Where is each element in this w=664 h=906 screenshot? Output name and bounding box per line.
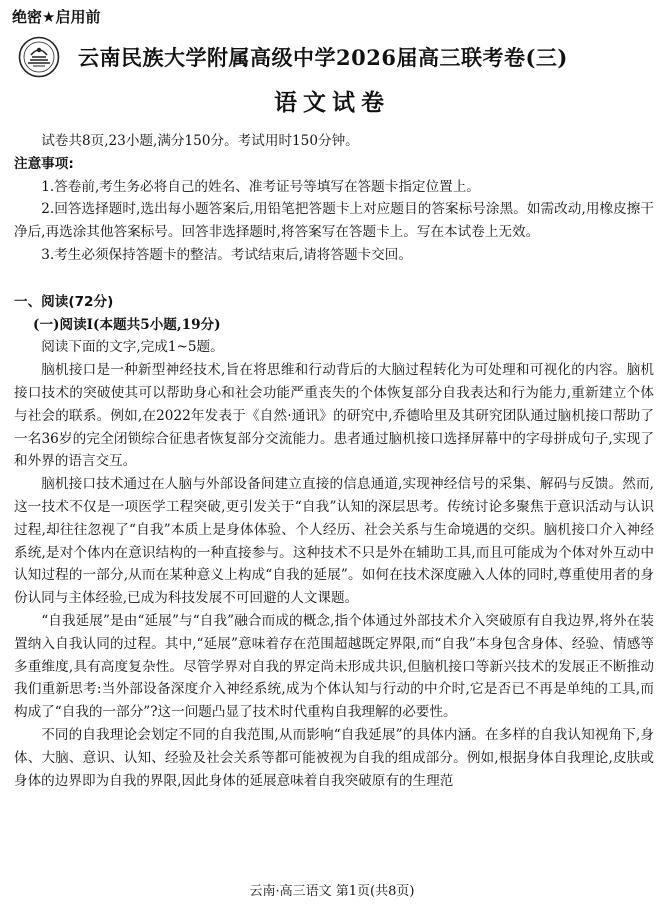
exam-intro: 试卷共8页,23小题,满分150分。考试用时150分钟。 xyxy=(41,133,359,149)
document-body xyxy=(14,130,654,792)
notice-item: 3.考生必须保持答题卡的整洁。考试结束后,请将答题卡交回。 xyxy=(41,246,412,263)
passage-paragraph: 脑机接口技术通过在人脑与外部设备间建立直接的信息通道,实现神经信号的采集、解码与反馈。然而,这一技术不仅是一项医学工程突破,更引发关于“自我”认知的深层思考。传统讨论多聚焦于意识活动与认识过程,却往往忽视了“自我”本质上是身体体验、个人经历、社会关系与生命境遇的交织。脑机接口介入神经系统,是对个体内在意识结构的一种直接参与。这种技术不只是外在辅助工具,而且可能成为个体对外互动中认知过程的一部分,从而在某种意义上构成“自我的延展”。如何在技术深度融入人体的同时,尊重使用者的身份认同与主体经验,已成为科技发展不可回避的人文课题。 xyxy=(14,476,654,607)
passage-paragraph: 脑机接口是一种新型神经技术,旨在将思维和行动背后的大脑过程转化为可处理和可视化的内容。脑机接口技术的突破使其可以帮助身心和社会功能严重丧失的个体恢复部分自我表达和行为能力,重新建立个体与社会的联系。例如,在2022年发表于《自然·通讯》的研究中,乔德哈里及其研究团队通过脑机接口帮助了一名36岁的完全闭锁综合征患者恢复部分交流能力。患者通过脑机接口选择屏幕中的字母拼成句子,实现了和外界的语言交互。 xyxy=(14,362,654,470)
school-title: 云南民族大学附属高级中学2026届高三联考卷(三) xyxy=(78,45,568,70)
passage-paragraph: 不同的自我理论会划定不同的自我范围,从而影响“自我延展”的具体内涵。在多样的自我认知视角下,身体、大脑、意识、认知、经验及社会关系等都可能被视为自我的组成部分。例如,根据身体自我理论,皮肤或身体的边界即为自我的界限,因此身体的延展意味着自我突破原有的生理范 xyxy=(14,726,654,789)
notice-item: 2.回答选择题时,选出每小题答案后,用铅笔把答题卡上对应题目的答案标号涂黑。如需改动,用橡皮擦干净后,再选涂其他答案标号。回答非选择题时,将答案写在答题卡上。写在本试卷上无效。 xyxy=(14,201,654,241)
reading-prompt: 阅读下面的文字,完成1~5题。 xyxy=(41,339,224,356)
school-logo-icon xyxy=(18,36,60,78)
section-title: 一、阅读(72分) xyxy=(14,293,114,310)
page-footer: 云南·高三语文 第1页(共8页) xyxy=(249,884,415,899)
secret-mark: 绝密★启用前 xyxy=(12,8,101,26)
paper-title: 语文试卷 xyxy=(274,89,390,116)
section-subtitle: (一)阅读Ⅰ(本题共5小题,19分) xyxy=(33,316,221,333)
header xyxy=(0,36,664,76)
notice-item: 1.答卷前,考生务必将自己的姓名、准考证号等填写在答题卡指定位置上。 xyxy=(41,178,480,195)
passage-paragraph: “自我延展”是由“延展”与“自我”融合而成的概念,指个体通过外部技术介入突破原有自我边界,将外在装置纳入自我认同的过程。其中,“延展”意味着存在范围超越既定界限,而“自我”本身包含身体、经验、情感等多重维度,具有高度复杂性。尽管学界对自我的界定尚未形成共识,但脑机接口等新兴技术的发展正不断推动我们重新思考:当外部设备深度介入神经系统,成为个体认知与行动的中介时,它是否已不再是单纯的工具,而构成了“自我的一部分”?这一问题凸显了技术时代重构自我理解的必要性。 xyxy=(14,612,654,721)
notice-title: 注意事项: xyxy=(14,155,74,172)
